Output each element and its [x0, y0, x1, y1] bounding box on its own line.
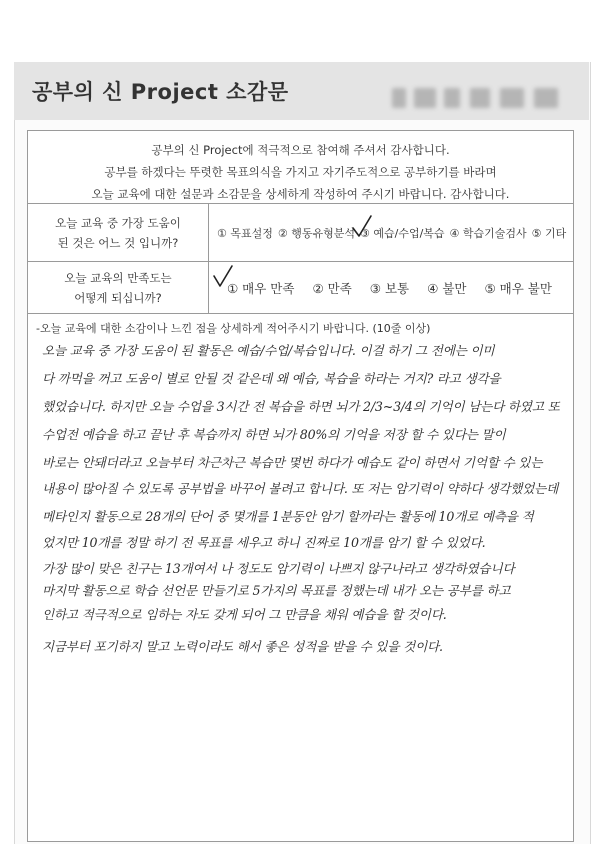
question-1-label-line2: 된 것은 어느 것 입니까?	[57, 235, 179, 250]
question-2-label-line2: 어떻게 되십니까?	[74, 290, 162, 305]
essay-line-2: 다 까먹을 꺼고 도움이 별로 안될 것 같은데 왜 예습, 복습을 하라는 거지? 라고 생각을	[42, 371, 501, 386]
essay-line-9: 가장 많이 맞은 친구는 13개여서 나 정도도 암기력이 나쁘지 않구나라고 생각하였습니다	[42, 561, 515, 576]
question-2-row	[27, 262, 574, 314]
q2-option-3[interactable]: ③ 보통	[369, 280, 410, 296]
q1-check-mark-icon	[351, 214, 373, 240]
q1-option-3[interactable]: ③ 예습/수업/복습	[360, 226, 445, 240]
question-2-options	[209, 262, 573, 313]
form-title: 공부의 신 Project 소감문	[32, 80, 289, 104]
question-1-options	[209, 204, 573, 261]
essay-line-8: 었지만 10개를 정말 하기 전 목표를 세우고 하니 진짜로 10개를 암기 할 수 있었다.	[42, 535, 486, 550]
essay-line-4: 수업전 예습을 하고 끝난 후 복습까지 하면 뇌가 80%의 기억을 저장 할 수 있다는 말이	[42, 427, 506, 442]
question-1-row	[27, 204, 574, 262]
intro-box	[27, 130, 574, 204]
question-1-label-line1: 오늘 교육 중 가장 도움이	[55, 215, 181, 230]
q2-option-4[interactable]: ④ 불만	[427, 280, 467, 296]
essay-line-12: 지금부터 포기하지 말고 노력이라도 해서 좋은 성적을 받을 수 있을 것이다.	[42, 639, 443, 654]
question-2-label-line1: 오늘 교육의 만족도는	[64, 270, 172, 285]
q2-option-1[interactable]: ① 매우 만족	[227, 280, 295, 296]
essay-line-5: 바로는 안돼더라고 오늘부터 차근차근 복습만 몇번 하다가 예습도 같이 하면서 기억할 수 있는	[42, 455, 543, 470]
essay-line-3: 했었습니다. 하지만 오늘 수업을 3시간 전 복습을 하면 뇌가 2/3~3/4의 기억이 남는다 하였고 또	[42, 399, 560, 414]
q2-option-5[interactable]: ⑤ 매우 불만	[484, 280, 552, 296]
q1-option-2[interactable]: ② 행동유형분석	[277, 226, 355, 240]
essay-prompt: -오늘 교육에 대한 소감이나 느낀 점을 상세하게 적어주시기 바랍니다. (10줄 이상)	[36, 322, 431, 335]
essay-line-11: 인하고 적극적으로 임하는 자도 갖게 되어 그 만큼을 채워 예습을 할 것이다.	[42, 607, 447, 622]
q1-option-4[interactable]: ④ 학습기술검사	[449, 226, 527, 240]
essay-line-6: 내용이 많아질 수 있도록 공부법을 바꾸어 볼려고 합니다. 또 저는 암기력이 약하다 생각했었는데	[42, 481, 559, 496]
question-1-label	[28, 204, 209, 261]
essay-line-10: 마지막 활동으로 학습 선언문 만들기로 5가지의 목표를 정했는데 내가 오는 공부를 하고	[42, 583, 511, 598]
q2-check-mark-icon	[212, 264, 234, 290]
q1-option-1[interactable]: ① 목표설정	[217, 226, 273, 240]
q1-option-5[interactable]: ⑤ 기타	[531, 226, 567, 240]
intro-line-2: 공부를 하겠다는 뚜렷한 목표의식을 가지고 자기주도적으로 공부하기를 바라며	[104, 165, 497, 179]
essay-box	[27, 314, 574, 842]
intro-line-1: 공부의 신 Project에 적극적으로 참여해 주셔서 감사합니다.	[151, 143, 450, 157]
essay-line-1: 오늘 교육 중 가장 도움이 된 활동은 예습/수업/복습입니다. 이걸 하기 그 전에는 이미	[42, 343, 495, 358]
essay-line-7: 메타인지 활동으로 28개의 단어 중 몇개를 1분동안 암기 할까라는 활동에 10개로 예측을 적	[42, 509, 534, 524]
question-2-label	[28, 262, 209, 313]
intro-line-3: 오늘 교육에 대한 설문과 소감문을 상세하게 작성하여 주시기 바랍니다. 감사합니다.	[91, 187, 510, 201]
q2-option-2[interactable]: ② 만족	[312, 280, 352, 296]
